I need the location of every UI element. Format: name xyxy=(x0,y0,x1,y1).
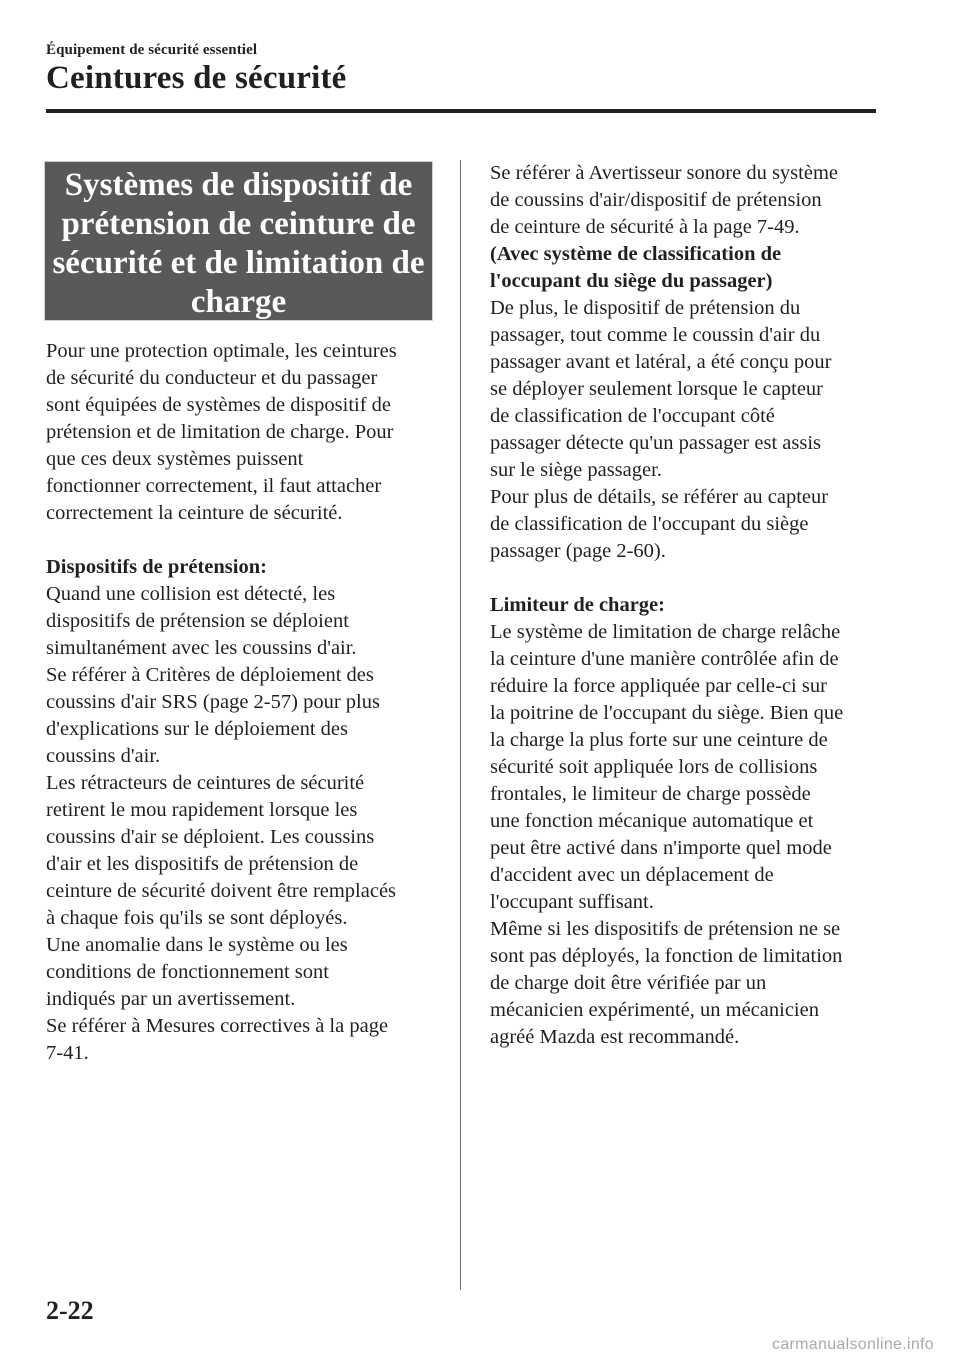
section-title: Ceintures de sécurité xyxy=(46,60,347,96)
body-text-line: prétension et de limitation de charge. Pour xyxy=(46,421,394,443)
body-text-line: sécurité soit appliquée lors de collisions xyxy=(490,756,818,778)
body-text-line: de coussins d'air/dispositif de prétension xyxy=(490,189,822,211)
header-rule xyxy=(46,109,876,113)
body-text-line: sont équipées de systèmes de dispositif de xyxy=(46,394,392,416)
body-text-line: Se référer à Avertisseur sonore du système xyxy=(490,162,838,184)
body-text-line: ceinture de sécurité doivent être remplacés xyxy=(46,880,397,902)
body-text-line: De plus, le dispositif de prétension du xyxy=(490,297,801,319)
body-text-line: de classification de l'occupant du siège xyxy=(490,513,809,535)
body-text-line: coussins d'air SRS (page 2-57) pour plus xyxy=(46,691,380,713)
paragraph-gap xyxy=(46,527,441,554)
body-text-line: la charge la plus forte sur une ceinture de xyxy=(490,729,828,751)
body-text-line: se déployer seulement lorsque le capteur xyxy=(490,378,823,400)
body-text-line: Se référer à Mesures correctives à la page xyxy=(46,1015,389,1037)
watermark: carmanualsonline.info xyxy=(772,1336,934,1353)
bold-subheading-line: Dispositifs de prétension: xyxy=(46,556,267,578)
body-text-line: coussins d'air se déploient. Les coussins xyxy=(46,826,375,848)
body-text-line: mécanicien expérimenté, un mécanicien xyxy=(490,999,819,1021)
page-number: 2-22 xyxy=(46,1296,94,1325)
body-text-line: frontales, le limiteur de charge possède xyxy=(490,783,811,805)
body-text-line: Quand une collision est détecté, les xyxy=(46,583,336,605)
bold-subheading-line: Limiteur de charge: xyxy=(490,594,665,616)
body-text-line: dispositifs de prétension se déploient xyxy=(46,610,349,632)
subsection-heading xyxy=(44,161,433,321)
bold-subheading-line: l'occupant du siège du passager) xyxy=(490,270,773,292)
body-text-line: de ceinture de sécurité à la page 7-49. xyxy=(490,216,800,238)
heading-line: charge xyxy=(190,284,287,320)
body-text-line: Même si les dispositifs de prétension ne se xyxy=(490,918,841,940)
body-text-line: 7-41. xyxy=(46,1042,89,1064)
body-text-line: coussins d'air. xyxy=(46,745,161,767)
bold-subheading-line: (Avec système de classification de xyxy=(490,243,782,265)
body-text-line: passager (page 2-60). xyxy=(490,540,666,562)
body-text-line: d'explications sur le déploiement des xyxy=(46,718,349,740)
body-text-line: indiqués par un avertissement. xyxy=(46,988,296,1010)
body-text-line: de sécurité du conducteur et du passager xyxy=(46,367,378,389)
body-text-line: l'occupant suffisant. xyxy=(490,891,654,913)
body-text-line: passager détecte qu'un passager est assis xyxy=(490,432,822,454)
body-text-line: simultanément avec les coussins d'air. xyxy=(46,637,357,659)
body-text-line: d'accident avec un déplacement de xyxy=(490,864,774,886)
body-text-line: passager, tout comme le coussin d'air du xyxy=(490,324,821,346)
heading-line: sécurité et de limitation de xyxy=(52,245,425,281)
body-text-line: retirent le mou rapidement lorsque les xyxy=(46,799,358,821)
body-text-line: Se référer à Critères de déploiement des xyxy=(46,664,374,686)
body-text-line: agréé Mazda est recommandé. xyxy=(490,1026,740,1048)
body-text-line: d'air et les dispositifs de prétension de xyxy=(46,853,359,875)
body-text-line: Le système de limitation de charge relâche xyxy=(490,621,841,643)
body-text-line: Pour une protection optimale, les ceintures xyxy=(46,340,397,362)
body-text-line: peut être activé dans n'importe quel mode xyxy=(490,837,832,859)
body-text-line: Les rétracteurs de ceintures de sécurité xyxy=(46,772,365,794)
body-text-line: de classification de l'occupant côté xyxy=(490,405,775,427)
heading-line: Systèmes de dispositif de xyxy=(64,167,413,203)
body-text-line: sur le siège passager. xyxy=(490,459,662,481)
column-divider xyxy=(460,160,461,1290)
paragraph-gap xyxy=(490,565,885,592)
body-text-line: réduire la force appliquée par celle-ci sur xyxy=(490,675,827,697)
body-text-line: Une anomalie dans le système ou les xyxy=(46,934,348,956)
body-text-line: la ceinture d'une manière contrôlée afin de xyxy=(490,648,839,670)
body-text-line: que ces deux systèmes puissent xyxy=(46,448,304,470)
body-text-line: fonctionner correctement, il faut attacher xyxy=(46,475,382,497)
body-text-line: à chaque fois qu'ils se sont déployés. xyxy=(46,907,348,929)
body-text-line: sont pas déployés, la fonction de limitation xyxy=(490,945,843,967)
right-column xyxy=(490,160,885,1051)
body-text-line: conditions de fonctionnement sont xyxy=(46,961,329,983)
body-text-line: Pour plus de détails, se référer au capteur xyxy=(490,486,829,508)
heading-line: prétension de ceinture de xyxy=(61,206,416,242)
body-text-line: passager avant et latéral, a été conçu pour xyxy=(490,351,832,373)
body-text-line: correctement la ceinture de sécurité. xyxy=(46,502,343,524)
body-text-line: de charge doit être vérifiée par un xyxy=(490,972,767,994)
left-column xyxy=(46,338,441,1067)
body-text-line: une fonction mécanique automatique et xyxy=(490,810,814,832)
body-text-line: la poitrine de l'occupant du siège. Bien que xyxy=(490,702,844,724)
chapter-title: Équipement de sécurité essentiel xyxy=(46,42,258,58)
